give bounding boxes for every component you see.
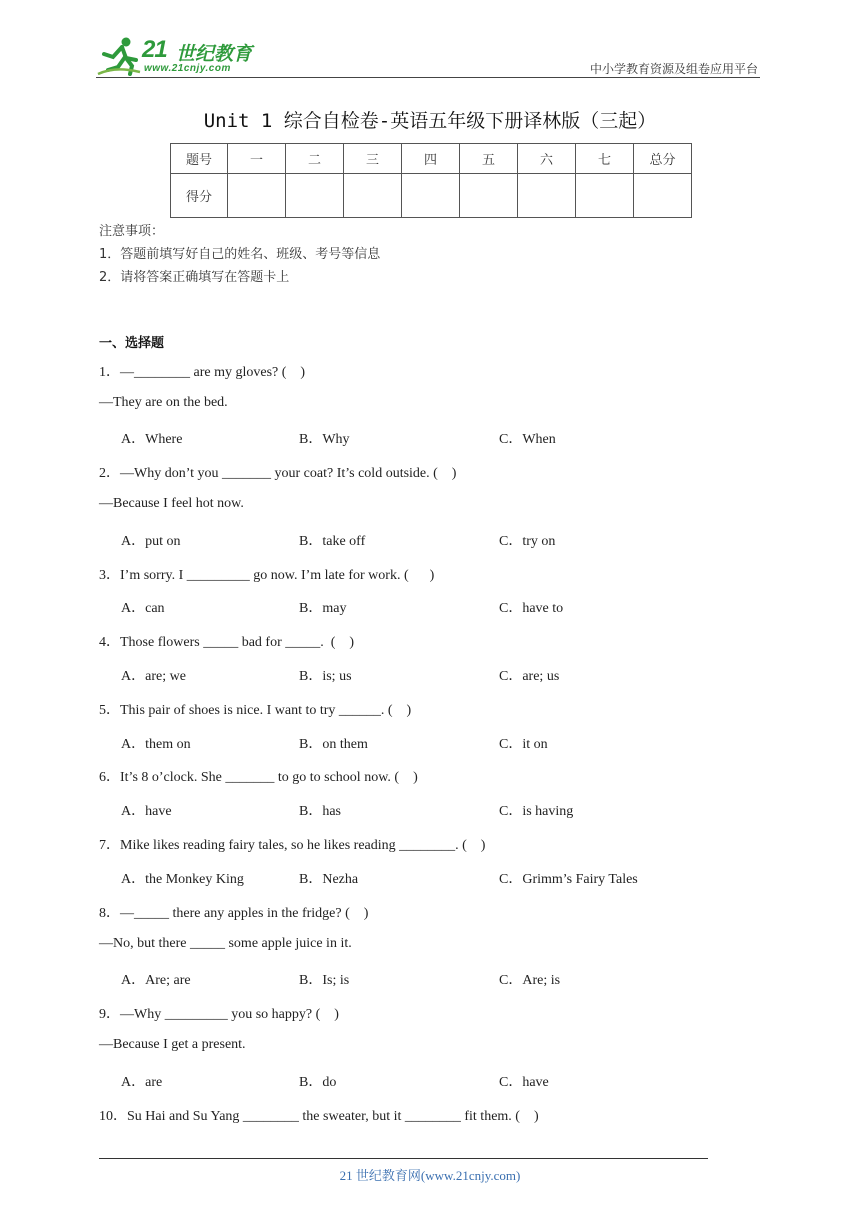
option-c[interactable]: C．Grimm’s Fairy Tales [499,872,638,887]
notice-heading: 注意事项： [99,224,165,239]
question-stem: 1．—________ are my gloves? ( ) [99,365,306,380]
score-cell[interactable] [402,174,460,218]
header-divider [96,77,760,78]
score-table-header-cell: 题号 [171,144,228,174]
logo-url: www.21cnjy.com [144,63,231,74]
question-reply: —Because I get a present. [99,1037,246,1052]
option-b[interactable]: B．on them [299,737,368,752]
footer-link[interactable]: 21 世纪教育网(www.21cnjy.com) [339,1168,521,1183]
logo-chinese-name: 世纪教育 [176,43,253,65]
score-cell[interactable] [344,174,402,218]
option-b[interactable]: B．Why [299,432,350,447]
page-title: Unit 1 综合自检卷-英语五年级下册译林版（三起） [203,110,657,132]
option-b[interactable]: B．is; us [299,669,352,684]
platform-slogan: 中小学教育资源及组卷应用平台 [589,62,758,76]
score-cell[interactable] [576,174,634,218]
site-logo[interactable] [96,36,266,78]
page-header [96,30,760,78]
score-table-header-cell: 三 [344,144,402,174]
question-stem: 10．Su Hai and Su Yang ________ the sweater, but it ________ fit them. ( ) [99,1109,539,1124]
notice-item: 2．请将答案正确填写在答题卡上 [99,270,290,285]
score-table-header-cell: 一 [228,144,286,174]
notice-item: 1．答题前填写好自己的姓名、班级、考号等信息 [99,247,381,262]
score-table-header-cell: 四 [402,144,460,174]
question-stem: 7．Mike likes reading fairy tales, so he likes reading ________. ( ) [99,838,486,853]
option-b[interactable]: B．may [299,601,347,616]
option-a[interactable]: A．can [121,601,165,616]
score-cell[interactable] [634,174,692,218]
question-stem: 3．I’m sorry. I _________ go now. I’m late for work. ( ) [99,568,435,583]
option-c[interactable]: C．have [499,1075,549,1090]
option-c[interactable]: C．are; us [499,669,560,684]
runner-logo-icon [96,36,144,76]
score-row-label: 得分 [171,174,228,218]
option-a[interactable]: A．put on [121,534,181,549]
score-table-score-row [171,174,692,218]
option-b[interactable]: B．Is; is [299,973,350,988]
score-cell[interactable] [460,174,518,218]
option-a[interactable]: A．have [121,804,172,819]
option-c[interactable]: C．have to [499,601,564,616]
option-a[interactable]: A．Where [121,432,183,447]
question-reply: —Because I feel hot now. [99,496,244,511]
question-stem: 6．It’s 8 o’clock. She _______ to go to school now. ( ) [99,770,418,785]
score-table-header-row [171,144,692,174]
score-table-header-cell: 六 [518,144,576,174]
score-table-header-cell: 总分 [634,144,692,174]
option-c[interactable]: C．When [499,432,556,447]
option-b[interactable]: B．has [299,804,341,819]
score-table [170,143,692,218]
score-cell[interactable] [286,174,344,218]
option-a[interactable]: A．are; we [121,669,186,684]
question-stem: 8．—_____ there any apples in the fridge? ( ) [99,906,369,921]
question-stem: 4．Those flowers _____ bad for _____. ( ) [99,635,355,650]
option-a[interactable]: A．the Monkey King [121,872,244,887]
option-c[interactable]: C．is having [499,804,574,819]
option-c[interactable]: C．it on [499,737,548,752]
question-reply: —They are on the bed. [99,395,228,410]
notice-block [99,220,380,289]
logo-number: 21 [142,36,167,63]
option-b[interactable]: B．do [299,1075,337,1090]
option-c[interactable]: C．try on [499,534,556,549]
option-a[interactable]: A．are [121,1075,163,1090]
score-cell[interactable] [228,174,286,218]
score-table-header-cell: 二 [286,144,344,174]
option-b[interactable]: B．Nezha [299,872,359,887]
score-table-header-cell: 五 [460,144,518,174]
option-a[interactable]: A．Are; are [121,973,191,988]
question-stem: 9．—Why _________ you so happy? ( ) [99,1007,339,1022]
question-reply: —No, but there _____ some apple juice in it. [99,936,352,951]
question-stem: 2．—Why don’t you _______ your coat? It’s cold outside. ( ) [99,466,457,481]
option-b[interactable]: B．take off [299,534,366,549]
score-cell[interactable] [518,174,576,218]
score-table-header-cell: 七 [576,144,634,174]
option-a[interactable]: A．them on [121,737,191,752]
section-title: 一、选择题 [99,336,165,351]
footer-divider [99,1158,708,1159]
question-stem: 5．This pair of shoes is nice. I want to try ______. ( ) [99,703,412,718]
option-c[interactable]: C．Are; is [499,973,561,988]
